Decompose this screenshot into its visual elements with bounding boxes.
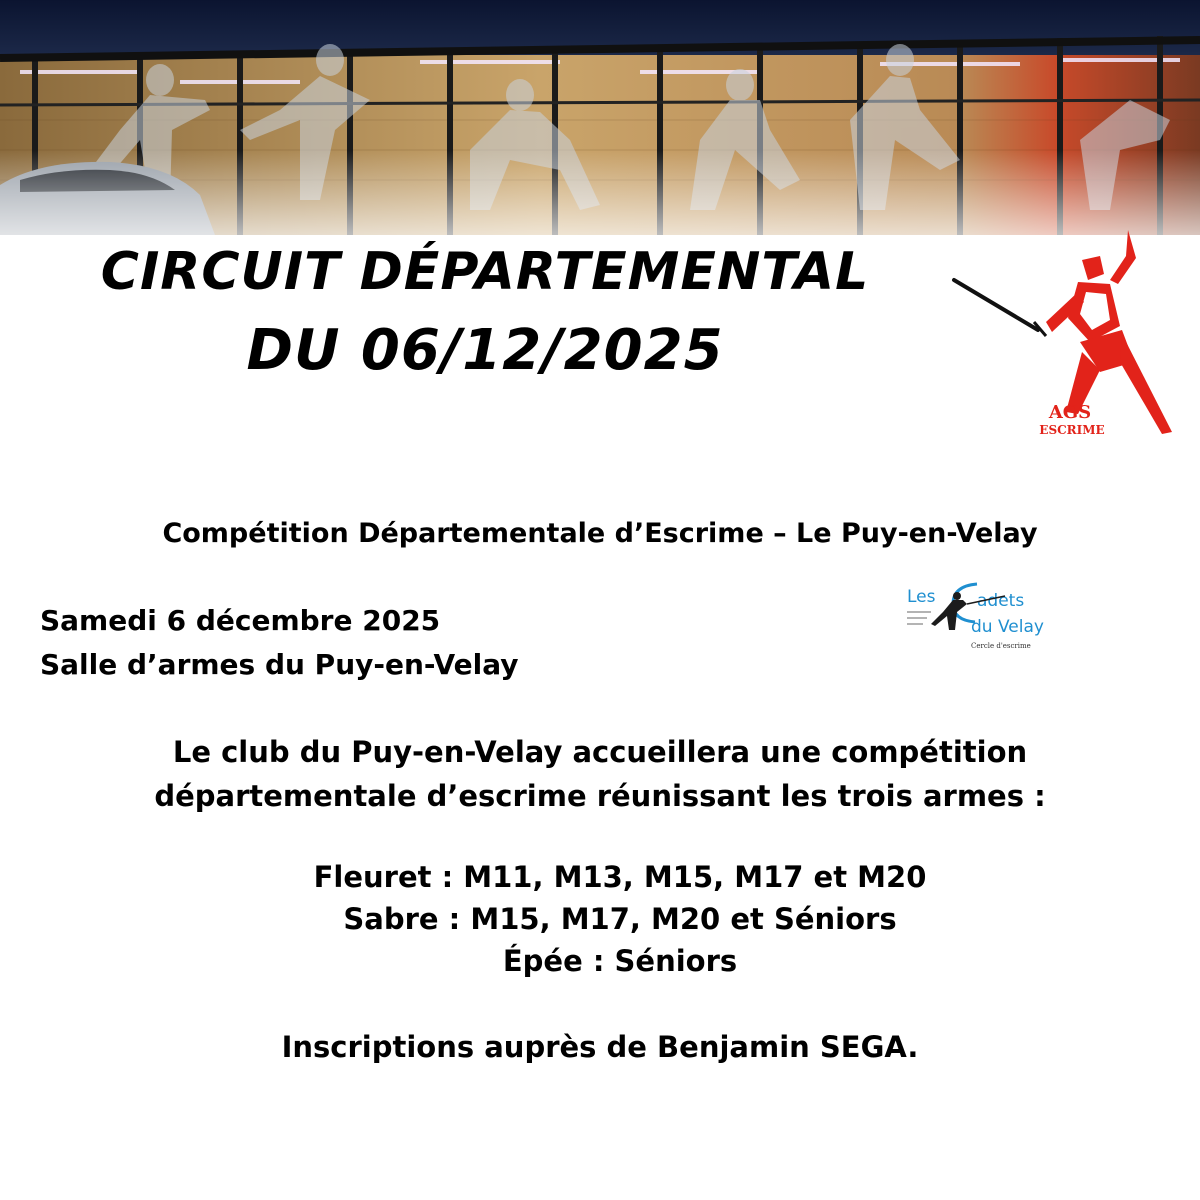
competition-subtitle: Compétition Départementale d’Escrime – Le Puy-en-Velay	[162, 518, 1038, 549]
cadets-logo-graphic	[905, 578, 1065, 652]
weapon-sabre: Sabre : M15, M17, M20 et Séniors	[343, 902, 897, 936]
title-line-2: DU 06/12/2025	[246, 318, 724, 383]
ags-escrime-logo	[950, 222, 1175, 440]
weapon-epee: Épée : Séniors	[502, 944, 738, 978]
title-line-1: CIRCUIT DÉPARTEMENTAL	[100, 242, 870, 302]
logo-word-du-velay: du Velay	[971, 617, 1044, 637]
logo-word-les: Les	[907, 587, 936, 607]
event-venue: Salle d’armes du Puy-en-Velay	[40, 648, 519, 681]
cadets-du-velay-logo	[905, 578, 1065, 652]
ags-text: AGS	[1048, 402, 1092, 423]
intro-line-2: départementale d’escrime réunissant les trois armes :	[154, 779, 1046, 813]
registration-info: Inscriptions auprès de Benjamin SEGA.	[281, 1030, 919, 1064]
logo-tagline: Cercle d'escrime	[971, 642, 1031, 650]
logo-word-adets: adets	[977, 591, 1025, 611]
fencer-icon	[950, 222, 1175, 440]
event-date: Samedi 6 décembre 2025	[40, 604, 441, 637]
escrime-text: ESCRIME	[1039, 423, 1105, 437]
intro-line-1: Le club du Puy-en-Velay accueillera une compétition	[172, 735, 1028, 769]
weapon-fleuret: Fleuret : M11, M13, M15, M17 et M20	[313, 860, 927, 894]
